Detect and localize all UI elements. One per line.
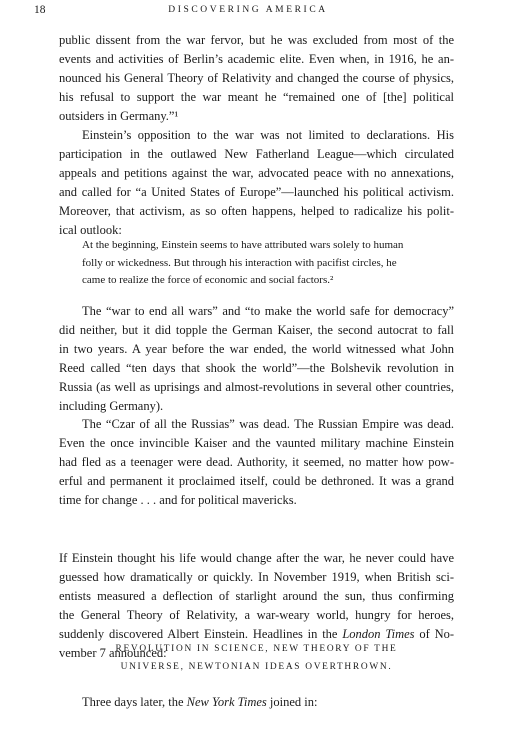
text-line: in two years. A year before the war ended, the world witnessed what John	[59, 341, 454, 356]
paragraph-6	[59, 693, 454, 712]
headline-line: REVOLUTION IN SCIENCE, NEW THEORY OF THE	[115, 644, 398, 654]
quote-line: At the beginning, Einstein seems to have attributed wars solely to human	[82, 239, 404, 251]
headline-line: UNIVERSE, NEWTONIAN IDEAS OVERTHROWN.	[120, 662, 393, 672]
book-title: DISCOVERING AMERICA	[168, 5, 328, 15]
text-line: did neither, but it did topple the German Kaiser, the second autocrat to fall	[59, 322, 454, 337]
text-line: entists measured a deflection of starlight around the sun, thus confirming	[59, 588, 454, 603]
text-line: public dissent from the war fervor, but he was excluded from most of the	[59, 33, 454, 47]
text-line: events and activities of Berlin’s academic elite. Even when, in 1916, he an-	[59, 51, 454, 66]
text-fragment: Three days later, the	[82, 695, 187, 709]
text-line: Reed called “ten days that shook the world”—the Bolshevik revolution in	[59, 360, 454, 375]
running-head	[34, 4, 462, 20]
block-quote	[82, 237, 454, 290]
paragraph-2	[59, 126, 454, 239]
text-line: had fled as a teenager were dead. Authority, it seemed, no matter how pow-	[59, 454, 454, 469]
newspaper-headline	[59, 640, 454, 676]
text-line: If Einstein thought his life would change after the war, he never could have	[59, 551, 454, 565]
text-line: the General Theory of Relativity, a war-weary world, hungry for heroes,	[59, 607, 454, 622]
text-line: Moreover, that activism, as so often happens, helped to radicalize his polit-	[59, 203, 454, 218]
paragraph-4	[59, 415, 454, 510]
paragraph-3	[59, 302, 454, 415]
text-line: appeals and petitions against the war, advocated peace with no annexations,	[59, 165, 454, 180]
text-line: time for change . . . and for political mavericks.	[59, 492, 297, 507]
text-line: his refusal to support the war meant he “remained one of [the] political	[59, 89, 454, 104]
text-line: and called for “a United States of Europe”—launched his political activism.	[59, 184, 454, 199]
text-line: Russia (as well as uprisings and almost-revolutions in several other countries,	[59, 379, 454, 394]
text-line: Even the once invincible Kaiser and the vaunted military machine Einstein	[59, 435, 454, 450]
text-fragment: suddenly discovered Albert Einstein. Headlines in the	[59, 626, 338, 641]
text-line	[59, 693, 454, 712]
text-line: guessed how dramatically or quickly. In November 1919, when British sci-	[59, 569, 454, 584]
text-line: The “Czar of all the Russias” was dead. The Russian Empire was dead.	[82, 417, 454, 431]
text-line: participation in the outlawed New Fatherland League—which circulated	[59, 146, 454, 161]
quote-line: came to realize the force of economic and social factors.²	[82, 274, 334, 287]
text-fragment: of No-	[414, 626, 455, 641]
page-number: 18	[34, 4, 46, 16]
text-line: vember 7 announced:	[59, 645, 167, 660]
text-line: nounced his General Theory of Relativity and changed the course of physics,	[59, 70, 454, 85]
paragraph-1	[59, 31, 454, 126]
newspaper-title: London Times	[342, 626, 415, 641]
text-fragment: joined in:	[266, 695, 318, 709]
text-line: ical outlook:	[59, 222, 122, 237]
text-line: The “war to end all wars” and “to make the world safe for democracy”	[82, 304, 454, 318]
text-line: outsiders in Germany.”¹	[59, 108, 179, 123]
newspaper-title: New York Times	[186, 695, 267, 709]
text-line: including Germany).	[59, 398, 164, 413]
quote-line: folly or wickedness. But through his interaction with pacifist circles, he	[82, 256, 397, 269]
text-line: Einstein’s opposition to the war was not limited to declarations. His	[82, 128, 454, 142]
text-line: erful and permanent it proclaimed itself, could be dethroned. It was a grand	[59, 473, 454, 488]
